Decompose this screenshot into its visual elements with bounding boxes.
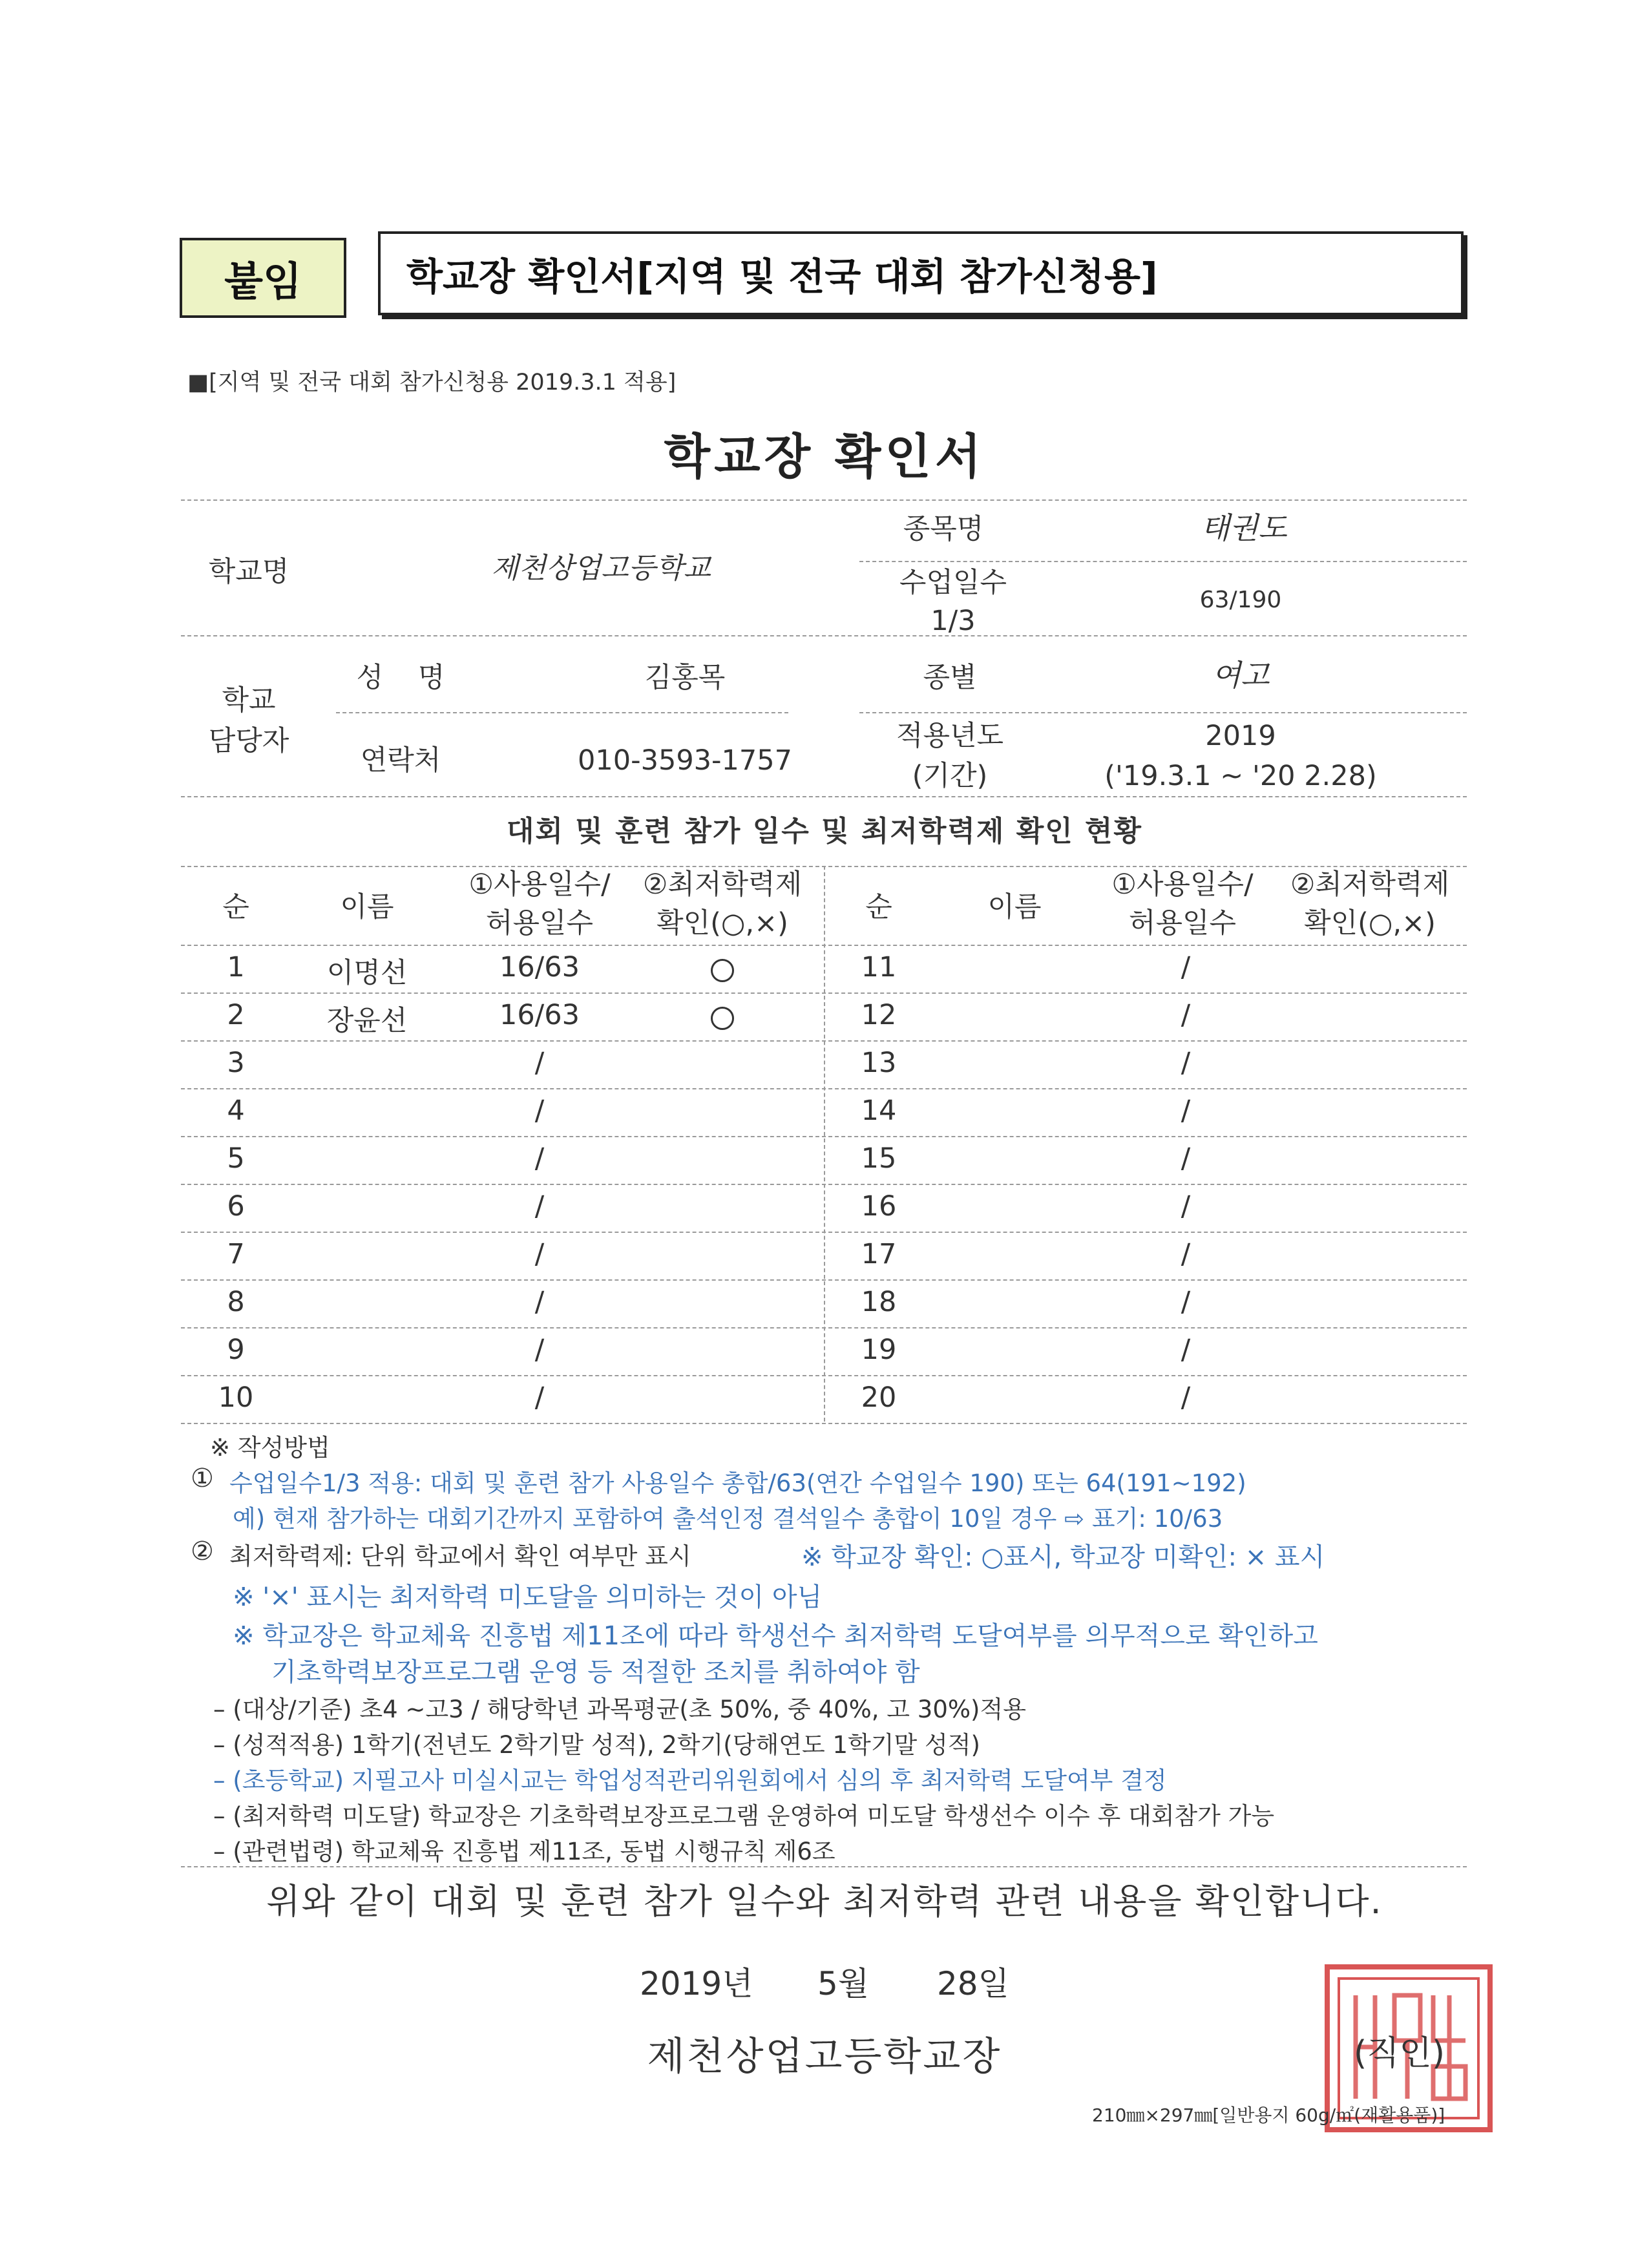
athlete-name: 이명선 — [326, 957, 408, 989]
class-days-value: 63/190 — [1199, 587, 1282, 613]
days-used: / — [534, 1095, 545, 1127]
table-center-divider — [824, 866, 825, 1422]
year-label-1: 적용년도 — [896, 720, 1004, 752]
header-days-right-1: ①사용일수/ — [1111, 868, 1254, 901]
table-row-line — [181, 1184, 1467, 1185]
note-5: 기초학력보장프로그램 운영 등 적절한 조치를 취하여야 함 — [271, 1657, 920, 1687]
contact-label: 연락처 — [360, 744, 441, 777]
seal-label: (직인) — [1354, 2034, 1445, 2073]
detail-1: – (대상/기준) 초4 ~고3 / 해당학년 과목평균(초 50%, 중 40%, 고 30%)적용 — [213, 1696, 1026, 1723]
days-used: / — [1181, 1142, 1191, 1175]
days-used: / — [1181, 1381, 1191, 1414]
days-used: / — [1181, 1095, 1191, 1127]
days-used: / — [534, 1047, 545, 1079]
table-row-line — [181, 1232, 1467, 1233]
row-number: 18 — [861, 1286, 897, 1318]
header-name-left: 이름 — [340, 891, 394, 923]
table-row-line — [181, 1327, 1467, 1328]
info-line-name — [336, 712, 788, 713]
row-number: 17 — [861, 1238, 897, 1270]
year-label-2: (기간) — [912, 760, 988, 792]
class-days-label-1: 수업일수 — [899, 567, 1007, 599]
row-number: 1 — [227, 951, 245, 983]
detail-2: – (성적적용) 1학기(전년도 2학기말 성적), 2학기(당해연도 1학기말 성적) — [213, 1731, 980, 1759]
min-standard-confirmed-mark — [711, 959, 734, 982]
days-used: 16/63 — [499, 999, 580, 1031]
confirmation-statement: 위와 같이 대회 및 훈련 참가 일수와 최저학력 관련 내용을 확인합니다. — [266, 1881, 1383, 1922]
category-value: 여고 — [1212, 658, 1270, 693]
row-number: 8 — [227, 1286, 245, 1318]
days-used: / — [534, 1286, 545, 1318]
header-days-left-2: 허용일수 — [485, 907, 594, 940]
table-header-line — [181, 945, 1467, 946]
days-used: / — [534, 1142, 545, 1175]
days-used: / — [1181, 1238, 1191, 1270]
header-no-right: 순 — [865, 891, 892, 923]
date-day: 28일 — [937, 1965, 1009, 2002]
days-used: / — [1181, 999, 1191, 1031]
row-number: 6 — [227, 1190, 245, 1223]
table-row-line — [181, 1375, 1467, 1376]
note-2-marking: ※ 학교장 확인: ○표시, 학교장 미확인: × 표시 — [801, 1542, 1325, 1572]
manager-label-1: 학교 — [222, 684, 276, 717]
row-number: 11 — [861, 951, 897, 983]
note-2-number: ② — [191, 1537, 214, 1566]
row-number: 14 — [861, 1095, 897, 1127]
detail-5: – (관련법령) 학교체육 진흥법 제11조, 동법 시행규칙 제6조 — [213, 1838, 835, 1865]
table-row-line — [181, 1423, 1467, 1424]
days-used: / — [534, 1334, 545, 1366]
header-min-right-2: 확인(○,×) — [1304, 907, 1436, 940]
days-used: / — [1181, 1190, 1191, 1223]
row-number: 15 — [861, 1142, 897, 1175]
row-number: 20 — [861, 1381, 897, 1414]
row-number: 7 — [227, 1238, 245, 1270]
table-row-line — [181, 1136, 1467, 1137]
header-min-left-2: 확인(○,×) — [656, 907, 788, 940]
info-line-category — [859, 712, 1467, 713]
days-used: / — [534, 1238, 545, 1270]
school-label: 학교명 — [208, 556, 289, 588]
name-value: 김홍목 — [644, 662, 726, 694]
table-row-line — [181, 1088, 1467, 1089]
note-1-number: ① — [191, 1464, 214, 1493]
header-days-right-2: 허용일수 — [1128, 907, 1237, 940]
notes-bottom-line — [181, 1866, 1467, 1867]
paper-spec: 210㎜×297㎜[일반용지 60g/㎡(재활용품)] — [1092, 2105, 1445, 2126]
row-number: 12 — [861, 999, 897, 1031]
row-number: 4 — [227, 1095, 245, 1127]
info-line-sport — [859, 561, 1467, 562]
table-row-line — [181, 992, 1467, 994]
category-label: 종별 — [923, 662, 977, 694]
note-4: ※ 학교장은 학교체육 진흥법 제11조에 따라 학생선수 최저학력 도달여부를 의무적으로 확인하고 — [233, 1621, 1318, 1651]
row-number: 10 — [218, 1381, 254, 1414]
manager-label-2: 담당자 — [208, 725, 289, 757]
attachment-tag: 붙임 — [180, 238, 346, 318]
header-name-right: 이름 — [987, 891, 1042, 923]
info-line-mid — [181, 635, 1467, 636]
page-title: 학교장 확인서 — [664, 429, 985, 485]
row-number: 13 — [861, 1047, 897, 1079]
days-used: / — [1181, 1334, 1191, 1366]
days-used: / — [534, 1381, 545, 1414]
date-year: 2019년 — [640, 1965, 753, 2002]
year-value-2: ('19.3.1 ~ '20 2.28) — [1104, 760, 1377, 792]
principal-signature: 제천상업고등학교장 — [647, 2034, 1002, 2079]
note-1b: 예) 현재 참가하는 대회기간까지 포함하여 출석인정 결석일수 총합이 10일 경우 ⇨ 표기: 10/63 — [233, 1505, 1223, 1533]
athlete-name: 장윤선 — [326, 1005, 408, 1037]
header-days-left-1: ①사용일수/ — [468, 868, 611, 901]
sport-label: 종목명 — [903, 513, 984, 545]
header-min-right-1: ②최저학력제 — [1290, 868, 1450, 901]
sport-value: 태권도 — [1201, 510, 1287, 545]
contact-value: 010-3593-1757 — [578, 744, 792, 777]
days-used: 16/63 — [499, 951, 580, 983]
header-no-left: 순 — [222, 891, 249, 923]
note-1a: 수업일수1/3 적용: 대회 및 훈련 참가 사용일수 총합/63(연간 수업일수 190) 또는 64(191~192) — [229, 1469, 1246, 1497]
detail-3: – (초등학교) 지필고사 미실시교는 학업성적관리위원회에서 심의 후 최저학력 도달여부 결정 — [213, 1767, 1167, 1794]
name-label: 성 명 — [356, 662, 445, 694]
row-number: 3 — [227, 1047, 245, 1079]
school-value: 제천상업고등학교 — [490, 552, 711, 585]
row-number: 9 — [227, 1334, 245, 1366]
date-month: 5월 — [817, 1965, 870, 2002]
note-2-text: 최저학력제: 단위 학교에서 확인 여부만 표시 — [229, 1542, 691, 1570]
row-number: 16 — [861, 1190, 897, 1223]
info-top-line — [181, 499, 1467, 501]
row-number: 2 — [227, 999, 245, 1031]
info-bottom-line — [181, 796, 1467, 797]
days-used: / — [1181, 951, 1191, 983]
table-row-line — [181, 1279, 1467, 1281]
document-title-box: 학교장 확인서[지역 및 전국 대회 참가신청용] — [378, 231, 1464, 315]
notes-heading: ※ 작성방법 — [210, 1434, 330, 1462]
table-title: 대회 및 훈련 참가 일수 및 최저학력제 확인 현황 — [506, 815, 1143, 848]
detail-4: – (최저학력 미도달) 학교장은 기초학력보장프로그램 운영하여 미도달 학생선수 이수 후 대회참가 가능 — [213, 1802, 1275, 1830]
year-value-1: 2019 — [1205, 720, 1276, 752]
note-3: ※ '×' 표시는 최저학력 미도달을 의미하는 것이 아님 — [233, 1582, 823, 1612]
min-standard-confirmed-mark — [711, 1007, 734, 1030]
days-used: / — [1181, 1286, 1191, 1318]
header-min-left-1: ②최저학력제 — [642, 868, 803, 901]
days-used: / — [534, 1190, 545, 1223]
row-number: 5 — [227, 1142, 245, 1175]
applied-note: ■[지역 및 전국 대회 참가신청용 2019.3.1 적용] — [187, 370, 677, 395]
class-days-label-2: 1/3 — [930, 605, 976, 637]
row-number: 19 — [861, 1334, 897, 1366]
days-used: / — [1181, 1047, 1191, 1079]
table-row-line — [181, 1040, 1467, 1042]
